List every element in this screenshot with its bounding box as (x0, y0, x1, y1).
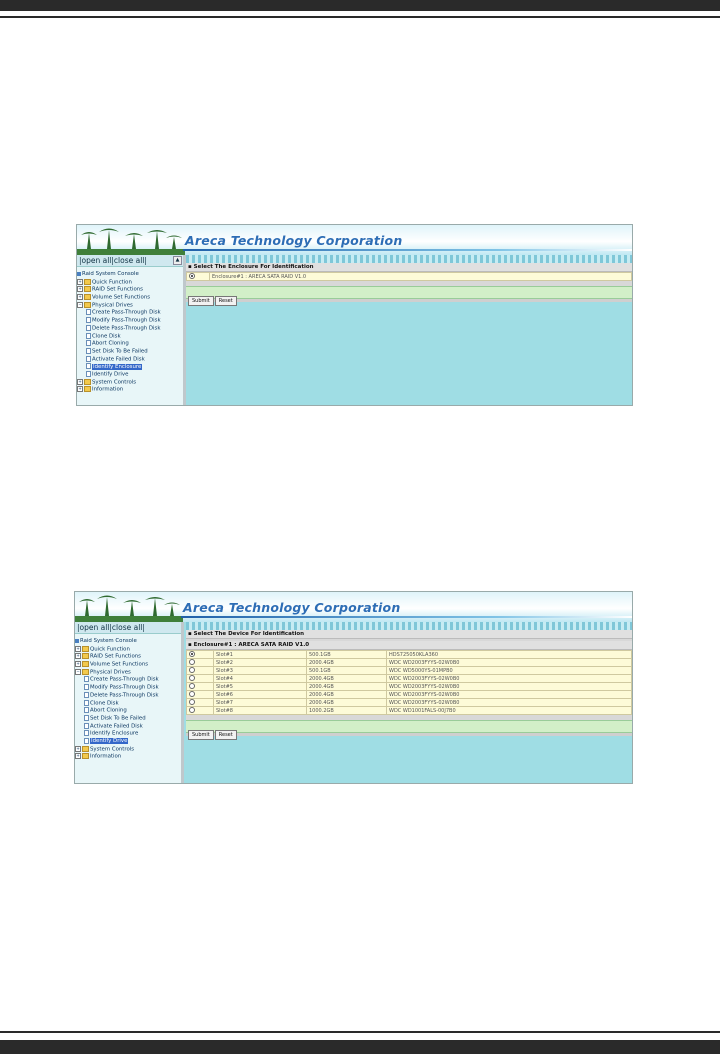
tree-item-create-pass-through-disk[interactable] (75, 676, 181, 684)
tree-item-identify-drive[interactable] (77, 371, 183, 379)
drive-radio[interactable] (189, 699, 195, 705)
tree-label: Identify Drive (91, 738, 128, 745)
tree-item-quick-function[interactable] (77, 279, 183, 287)
tree-item-physical-drives[interactable] (75, 669, 181, 677)
tree-item-quick-function[interactable] (75, 646, 181, 654)
nav-tree (75, 634, 181, 761)
folder-icon (84, 286, 91, 292)
expand-toggle-icon[interactable]: + (76, 653, 80, 659)
tree-label: RAID Set Functions (92, 286, 143, 293)
tree-label: Set Disk To Be Failed (92, 348, 148, 355)
folder-icon (84, 386, 91, 392)
tree-label: Activate Failed Disk (90, 723, 143, 730)
model-cell: WDC WD2003FYYS-02W0B0 (387, 683, 632, 691)
folder-icon (82, 661, 89, 667)
size-cell: 2000.4GB (307, 683, 387, 691)
enclosure-table (186, 272, 632, 281)
document-icon (84, 707, 89, 713)
open-close-all-links[interactable]: |open all|close all| ▲ (77, 255, 183, 267)
decor-stripe (186, 255, 632, 263)
tree-label: Abort Cloning (92, 340, 129, 347)
brand-title: Areca Technology Corporation (183, 600, 401, 615)
slot-cell: Slot#8 (214, 707, 307, 715)
submit-button[interactable]: Submit (188, 296, 214, 306)
sidebar (77, 255, 186, 405)
folder-icon (82, 669, 89, 675)
tree-item-volume-set-functions[interactable] (75, 661, 181, 669)
size-cell: 2000.4GB (307, 659, 387, 667)
scroll-up-icon[interactable]: ▲ (173, 256, 182, 265)
tree-label: Clone Disk (92, 333, 121, 339)
tree-label: Activate Failed Disk (92, 356, 145, 363)
tree-item-activate-failed-disk[interactable] (75, 723, 181, 731)
size-cell: 2000.4GB (307, 675, 387, 683)
tree-item-identify-drive[interactable] (75, 738, 181, 746)
document-icon (86, 371, 91, 377)
folder-icon (82, 746, 89, 752)
drive-table (186, 650, 632, 715)
table-row[interactable] (187, 651, 632, 659)
slot-cell: Slot#6 (214, 691, 307, 699)
expand-toggle-icon[interactable]: + (76, 753, 80, 759)
sidebar (75, 622, 184, 783)
folder-icon (82, 646, 89, 652)
model-cell: HDS725050KLA360 (387, 651, 632, 659)
tree-label: Clone Disk (90, 700, 119, 706)
tree-item-physical-drives[interactable] (77, 302, 183, 310)
tree-label: Abort Cloning (90, 707, 127, 714)
tree-label: Create Pass-Through Disk (92, 309, 161, 316)
document-icon (86, 363, 91, 369)
tree-item-information[interactable] (75, 753, 181, 761)
document-icon (86, 309, 91, 315)
tree-item-system-controls[interactable] (77, 379, 183, 387)
document-icon (84, 715, 89, 721)
tree-item-abort-cloning[interactable] (77, 340, 183, 348)
folder-icon (82, 753, 89, 759)
slot-cell: Slot#4 (214, 675, 307, 683)
expand-toggle-icon[interactable]: + (76, 645, 80, 651)
tree-label: RAID Set Functions (90, 653, 141, 660)
slot-cell: Slot#5 (214, 683, 307, 691)
folder-icon (84, 379, 91, 385)
document-icon (86, 340, 91, 346)
document-icon (86, 317, 91, 323)
tree-label: Raid System Console (82, 271, 139, 277)
table-row[interactable] (187, 699, 632, 707)
brand-title: Areca Technology Corporation (185, 233, 403, 248)
tree-label: System Controls (92, 379, 137, 386)
table-row[interactable] (187, 683, 632, 691)
expand-toggle-icon[interactable]: + (78, 286, 82, 292)
screenshot-identify-enclosure (76, 224, 633, 406)
document-icon (86, 333, 91, 339)
table-row[interactable] (187, 667, 632, 675)
open-close-all-links[interactable]: |open all|close all| (75, 622, 181, 634)
document-icon (84, 723, 89, 729)
tree-item-identify-enclosure[interactable] (77, 363, 183, 371)
tree-label: Volume Set Functions (90, 661, 149, 668)
tree-label: Modify Pass-Through Disk (92, 317, 161, 324)
tree-label: System Controls (90, 746, 135, 753)
drive-radio[interactable] (189, 683, 195, 689)
table-row[interactable] (187, 691, 632, 699)
size-cell: 500.1GB (307, 667, 387, 675)
tree-label: Information (92, 386, 124, 393)
document-icon (84, 700, 89, 706)
folder-icon (84, 294, 91, 300)
expand-toggle-icon[interactable]: + (76, 661, 80, 667)
tree-label: Physical Drives (90, 669, 131, 676)
expand-toggle-icon[interactable]: + (78, 294, 82, 300)
document-icon (84, 730, 89, 736)
button-row (186, 720, 632, 738)
drive-radio[interactable] (189, 667, 195, 673)
expand-toggle-icon[interactable]: + (78, 378, 82, 384)
document-icon (84, 692, 89, 698)
model-cell: WDC WD5000YS-01MPB0 (387, 667, 632, 675)
drive-radio[interactable] (189, 675, 195, 681)
main-panel (186, 622, 632, 783)
screenshot-identify-drive (74, 591, 633, 784)
tree-label: Physical Drives (92, 302, 133, 309)
document-icon (86, 356, 91, 362)
tree-item-volume-set-functions[interactable] (77, 294, 183, 302)
drive-radio[interactable] (189, 651, 195, 657)
tree-item-clone-disk[interactable] (77, 333, 183, 341)
document-icon (84, 684, 89, 690)
tree-label: Quick Function (92, 279, 132, 286)
tree-label: Set Disk To Be Failed (90, 715, 146, 722)
tree-item-create-pass-through-disk[interactable] (77, 309, 183, 317)
tree-label: Delete Pass-Through Disk (90, 692, 159, 699)
drive-radio[interactable] (189, 659, 195, 665)
tree-item-raid-set-functions[interactable] (77, 286, 183, 294)
tree-item-abort-cloning[interactable] (75, 707, 181, 715)
main-panel (186, 255, 632, 405)
table-row[interactable] (187, 707, 632, 715)
reset-button[interactable]: Reset (215, 296, 237, 306)
tree-root[interactable] (77, 271, 183, 279)
drive-radio[interactable] (189, 707, 195, 713)
submit-button[interactable]: Submit (188, 730, 214, 740)
palm-trees-logo (77, 225, 185, 255)
table-row[interactable] (187, 273, 632, 281)
tree-item-delete-pass-through-disk[interactable] (77, 325, 183, 333)
tree-label: Modify Pass-Through Disk (90, 684, 159, 691)
button-row (186, 286, 632, 304)
tree-item-raid-set-functions[interactable] (75, 653, 181, 661)
palm-trees-logo (75, 592, 183, 622)
tree-label: Identify Enclosure (93, 363, 142, 370)
model-cell: WDC WD2003FYYS-02W0B0 (387, 691, 632, 699)
expand-toggle-icon[interactable]: + (76, 745, 80, 751)
enclosure-label: Enclosure#1 : ARECA SATA RAID V1.0 (210, 273, 632, 281)
slot-cell: Slot#3 (214, 667, 307, 675)
section-title: ▪ Select The Enclosure For Identification (186, 263, 632, 272)
page-top-rule (0, 16, 720, 18)
tree-item-system-controls[interactable] (75, 746, 181, 754)
folder-icon (84, 279, 91, 285)
tree-label: Information (90, 753, 122, 760)
separator (186, 299, 632, 302)
document-icon (84, 676, 89, 682)
tree-item-clone-disk[interactable] (75, 700, 181, 708)
table-row[interactable] (187, 659, 632, 667)
separator (186, 733, 632, 736)
size-cell: 500.1GB (307, 651, 387, 659)
page-top-bar (0, 0, 720, 11)
console-icon (75, 639, 79, 643)
table-row[interactable] (187, 675, 632, 683)
brand-swoosh (181, 616, 632, 618)
tree-label: Delete Pass-Through Disk (92, 325, 161, 332)
slot-cell: Slot#7 (214, 699, 307, 707)
tree-label: Identify Enclosure (90, 730, 139, 737)
brand-swoosh (183, 249, 632, 251)
tree-label: Create Pass-Through Disk (90, 676, 159, 683)
slot-cell: Slot#1 (214, 651, 307, 659)
enclosure-title: ▪ Enclosure#1 : ARECA SATA RAID V1.0 (186, 641, 632, 650)
reset-button[interactable]: Reset (215, 730, 237, 740)
tree-item-information[interactable] (77, 386, 183, 394)
tree-item-modify-pass-through-disk[interactable] (75, 684, 181, 692)
page-bottom-bar (0, 1040, 720, 1054)
header-banner (77, 225, 632, 255)
model-cell: WDC WD1001FALS-00J7B0 (387, 707, 632, 715)
header-banner (75, 592, 632, 622)
expand-toggle-icon[interactable]: − (78, 301, 82, 307)
slot-cell: Slot#2 (214, 659, 307, 667)
tree-item-activate-failed-disk[interactable] (77, 356, 183, 364)
page-bottom-rule (0, 1031, 720, 1033)
expand-toggle-icon[interactable]: + (78, 278, 82, 284)
model-cell: WDC WD2003FYYS-02W0B0 (387, 699, 632, 707)
tree-item-delete-pass-through-disk[interactable] (75, 692, 181, 700)
drive-radio[interactable] (189, 691, 195, 697)
enclosure-radio[interactable] (189, 273, 195, 279)
decor-stripe (186, 622, 632, 630)
tree-item-identify-enclosure[interactable] (75, 730, 181, 738)
tree-item-modify-pass-through-disk[interactable] (77, 317, 183, 325)
folder-icon (82, 653, 89, 659)
tree-label: Identify Drive (92, 371, 129, 378)
document-icon (84, 738, 89, 744)
console-icon (77, 272, 81, 276)
tree-label: Quick Function (90, 646, 130, 653)
tree-item-set-disk-to-be-failed[interactable] (75, 715, 181, 723)
expand-toggle-icon[interactable]: − (76, 668, 80, 674)
tree-root[interactable] (75, 638, 181, 646)
section-title: ▪ Select The Device For Identification (186, 630, 632, 639)
model-cell: WDC WD2003FYYS-02W0B0 (387, 675, 632, 683)
tree-item-set-disk-to-be-failed[interactable] (77, 348, 183, 356)
size-cell: 2000.4GB (307, 691, 387, 699)
document-icon (86, 348, 91, 354)
model-cell: WDC WD2003FYYS-02W0B0 (387, 659, 632, 667)
tree-label: Raid System Console (80, 638, 137, 644)
size-cell: 1000.2GB (307, 707, 387, 715)
folder-icon (84, 302, 91, 308)
expand-toggle-icon[interactable]: + (78, 386, 82, 392)
tree-label: Volume Set Functions (92, 294, 151, 301)
size-cell: 2000.4GB (307, 699, 387, 707)
nav-tree (77, 267, 183, 394)
document-icon (86, 325, 91, 331)
